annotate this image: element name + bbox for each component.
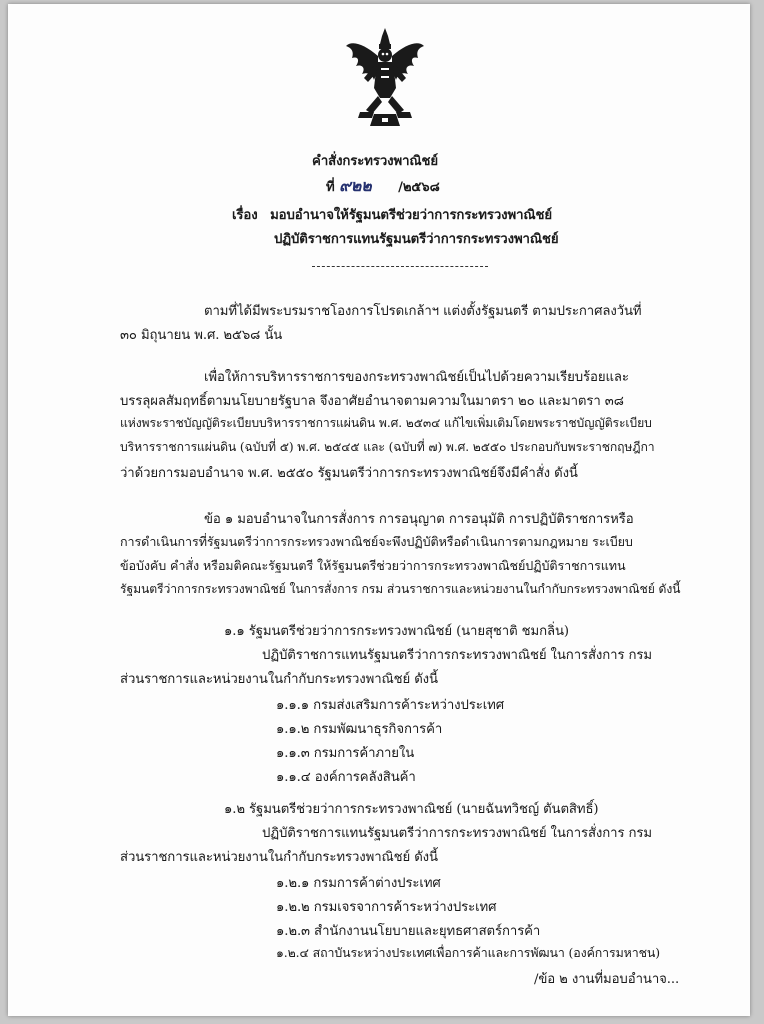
section-1-1-item: ๑.๑.๔ องค์การคลังสินค้า xyxy=(276,770,416,785)
paragraph-2-line-4: บริหารราชการแผ่นดิน (ฉบับที่ ๕) พ.ศ. ๒๕๔๕ และ (ฉบับที่ ๗) พ.ศ. ๒๕๕๐ ประกอบกับพระราชกฤษฎีกา xyxy=(120,440,655,454)
section-1-1-desc-line-2: ส่วนราชการและหน่วยงานในกำกับกระทรวงพาณิชย์ ดังนี้ xyxy=(120,672,438,687)
section-1-2-item: ๑.๒.๓ สำนักงานนโยบายและยุทธศาสตร์การค้า xyxy=(276,924,541,939)
section-1-1-item: ๑.๑.๒ กรมพัฒนาธุรกิจการค้า xyxy=(276,722,443,737)
section-1-1-heading: ๑.๑ รัฐมนตรีช่วยว่าการกระทรวงพาณิชย์ (นายสุชาติ ชมกลิ่น) xyxy=(224,624,569,639)
section-1-2-desc-line-2: ส่วนราชการและหน่วยงานในกำกับกระทรวงพาณิชย์ ดังนี้ xyxy=(120,850,438,865)
section-1-2-desc-line-1: ปฏิบัติราชการแทนรัฐมนตรีว่าการกระทรวงพาณิชย์ ในการสั่งการ กรม xyxy=(262,826,652,841)
clause-1-line-3: ข้อบังคับ คำสั่ง หรือมติคณะรัฐมนตรี ให้รัฐมนตรีช่วยว่าการกระทรวงพาณิชย์ปฏิบัติราชการแทน xyxy=(120,558,626,573)
section-1-2-heading: ๑.๒ รัฐมนตรีช่วยว่าการกระทรวงพาณิชย์ (นายฉันทวิชญ์ ตันตสิทธิ์) xyxy=(224,802,599,817)
paragraph-2-line-2: บรรลุผลสัมฤทธิ์ตามนโยบายรัฐบาล จึงอาศัยอำนาจตามความในมาตรา ๒๐ และมาตรา ๓๘ xyxy=(120,394,624,409)
paragraph-2-line-1: เพื่อให้การบริหารราชการของกระทรวงพาณิชย์เป็นไปด้วยความเรียบร้อยและ xyxy=(204,370,629,385)
header-divider xyxy=(312,266,488,267)
clause-1-line-1: ข้อ ๑ มอบอำนาจในการสั่งการ การอนุญาต การอนุมัติ การปฏิบัติราชการหรือ xyxy=(204,512,634,527)
section-1-1-item: ๑.๑.๓ กรมการค้าภายใน xyxy=(276,746,415,761)
subject-line-2: ปฏิบัติราชการแทนรัฐมนตรีว่าการกระทรวงพาณิชย์ xyxy=(274,232,559,247)
section-1-2-item: ๑.๒.๒ กรมเจรจาการค้าระหว่างประเทศ xyxy=(276,900,497,915)
document-page xyxy=(8,4,750,1016)
paragraph-1-line-1: ตามที่ได้มีพระบรมราชโองการโปรดเกล้าฯ แต่งตั้งรัฐมนตรี ตามประกาศลงวันที่ xyxy=(204,304,642,319)
subject-text-1: มอบอำนาจให้รัฐมนตรีช่วยว่าการกระทรวงพาณิชย์ xyxy=(270,208,553,223)
order-number-prefix: ที่ xyxy=(326,180,335,195)
order-title: คำสั่งกระทรวงพาณิชย์ xyxy=(312,154,438,169)
paragraph-2-line-5: ว่าด้วยการมอบอำนาจ พ.ศ. ๒๕๕๐ รัฐมนตรีว่าการกระทรวงพาณิชย์จึงมีคำสั่ง ดังนี้ xyxy=(120,466,578,481)
order-number-handwritten: ๙๒๒ xyxy=(339,176,372,195)
paragraph-2-line-3: แห่งพระราชบัญญัติระเบียบบริหารราชการแผ่นดิน พ.ศ. ๒๕๓๔ แก้ไขเพิ่มเติมโดยพระราชบัญญัติระเบียบ xyxy=(120,416,652,430)
order-number xyxy=(326,174,440,199)
garuda-emblem-icon xyxy=(344,26,426,130)
subject-line-1 xyxy=(232,204,552,225)
continuation-note: /ข้อ ๒ งานที่มอบอำนาจ... xyxy=(534,972,680,987)
clause-1-line-4: รัฐมนตรีว่าการกระทรวงพาณิชย์ ในการสั่งการ กรม ส่วนราชการและหน่วยงานในกำกับกระทรวงพาณิชย์ ดังนี้ xyxy=(120,582,681,596)
section-1-1-item: ๑.๑.๑ กรมส่งเสริมการค้าระหว่างประเทศ xyxy=(276,698,504,713)
paragraph-1-line-2: ๓๐ มิถุนายน พ.ศ. ๒๕๖๘ นั้น xyxy=(120,328,283,343)
subject-label: เรื่อง xyxy=(232,208,258,223)
clause-1-line-2: การดำเนินการที่รัฐมนตรีว่าการกระทรวงพาณิชย์จะพึงปฏิบัติหรือดำเนินการตามกฎหมาย ระเบียบ xyxy=(120,534,633,549)
section-1-1-desc-line-1: ปฏิบัติราชการแทนรัฐมนตรีว่าการกระทรวงพาณิชย์ ในการสั่งการ กรม xyxy=(262,648,652,663)
order-number-year: /๒๕๖๘ xyxy=(398,180,440,195)
section-1-2-item: ๑.๒.๔ สถาบันระหว่างประเทศเพื่อการค้าและการพัฒนา (องค์การมหาชน) xyxy=(276,945,660,960)
section-1-2-item: ๑.๒.๑ กรมการค้าต่างประเทศ xyxy=(276,876,441,891)
